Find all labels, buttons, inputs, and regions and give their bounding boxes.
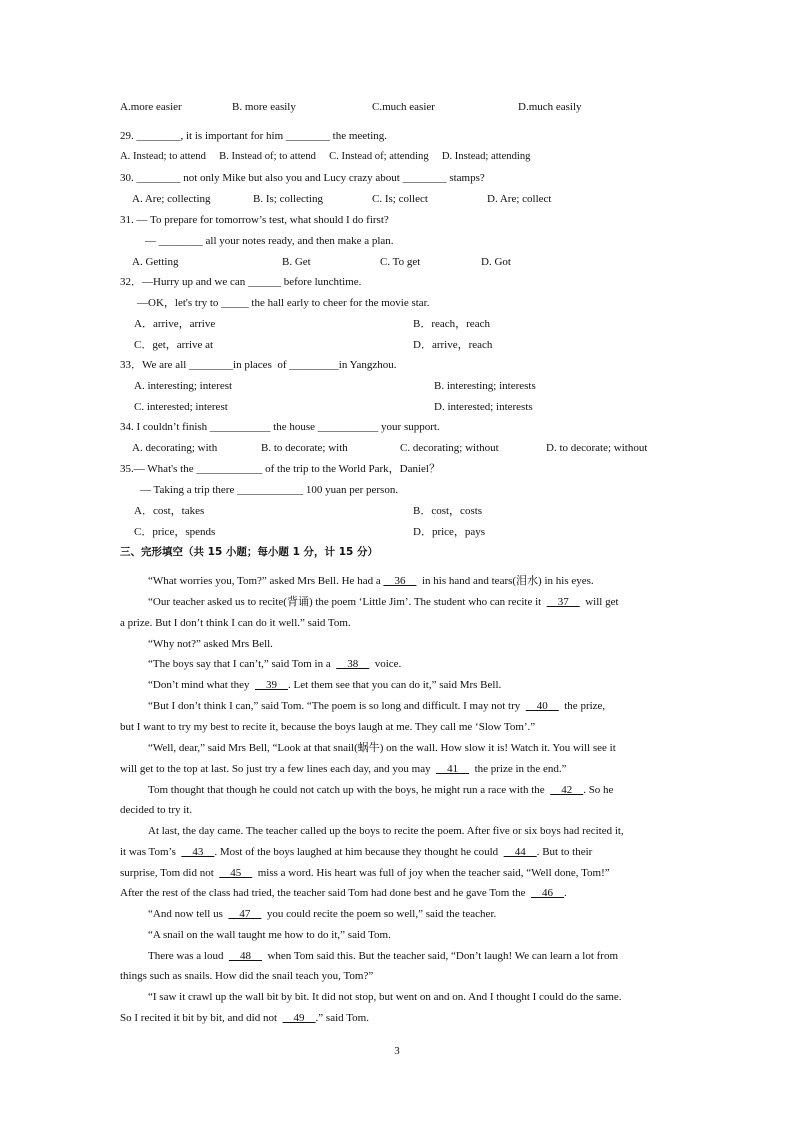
q35-stem: 35.— What's the ____________ of the trip to the World Park，Daniel？ <box>120 463 440 475</box>
q32-option-c: C．get，arrive at <box>134 339 214 351</box>
q31-option-a: A. Getting <box>132 256 179 268</box>
blank-46: 46 <box>531 887 565 899</box>
q31-stem: 31. — To prepare for tomorrow’s test, what should I do first? <box>120 214 389 226</box>
q34-stem: 34. I couldn’t finish ___________ the house ___________ your support. <box>120 421 440 433</box>
page-number: 3 <box>394 1045 400 1057</box>
blank-41: 41 <box>436 763 470 775</box>
q30-option-a: A. Are; collecting <box>132 193 211 205</box>
passage-line: but I want to try my best to recite it, because the boys laugh at me. They call me ‘Slow Tom’.” <box>120 721 536 733</box>
passage-line: a prize. But I don’t think I can do it well.” said Tom. <box>120 617 351 629</box>
q34-option-c: C. decorating; without <box>400 442 499 454</box>
passage-line: “Well, dear,” said Mrs Bell, “Look at that snail(蜗牛) on the wall. How slow it is! Watch it. You will see it <box>148 742 616 754</box>
q28-option-c: C.much easier <box>372 101 435 113</box>
blank-45: 45 <box>219 867 253 879</box>
passage-line: “A snail on the wall taught me how to do it,” said Tom. <box>148 929 391 941</box>
q30-stem: 30. ________ not only Mike but also you and Lucy crazy about ________ stamps? <box>120 172 485 184</box>
blank-47: 47 <box>228 908 262 920</box>
blank-49: 49 <box>282 1012 316 1024</box>
passage-line: will get to the top at last. So just try a few lines each day, and you may 41 the prize in the end.” <box>120 763 567 775</box>
blank-44: 44 <box>503 846 537 858</box>
passage-line: “The boys say that I can’t,” said Tom in a 38 voice. <box>148 658 402 670</box>
blank-38: 38 <box>336 658 370 670</box>
passage-line: things such as snails. How did the snail teach you, Tom?” <box>120 970 374 982</box>
passage-line: “Why not?” asked Mrs Bell. <box>148 638 273 650</box>
blank-40: 40 <box>525 700 559 712</box>
q29-options: A. Instead; to attend B. Instead of; to attend C. Instead of; attending D. Instead; attending <box>120 151 531 162</box>
q33-option-a: A. interesting; interest <box>134 380 233 392</box>
q28-option-a: A.more easier <box>120 101 182 113</box>
blank-43: 43 <box>181 846 215 858</box>
q29-stem: 29. ________, it is important for him ________ the meeting. <box>120 130 388 142</box>
q34-option-d: D. to decorate; without <box>546 442 648 454</box>
section-heading: 三、完形填空（共 15 小题；每小题 1 分，计 15 分） <box>120 546 378 558</box>
passage-line: “I saw it crawl up the wall bit by bit. It did not stop, but went on and on. And I thought I could do the same. <box>148 991 622 1003</box>
blank-39: 39 <box>255 679 289 691</box>
q32-option-b: B．reach，reach <box>413 318 490 330</box>
passage-line: decided to try it. <box>120 804 193 816</box>
q35-option-b: B．cost，costs <box>413 505 483 517</box>
q30-option-b: B. Is; collecting <box>253 193 323 205</box>
blank-37: 37 <box>546 596 580 608</box>
passage-line: it was Tom’s 43 . Most of the boys laughed at him because they thought he could 44 . But to their <box>120 846 593 858</box>
passage-line: At last, the day came. The teacher called up the boys to recite the poem. After five or six boys had recited it, <box>148 825 624 837</box>
passage-line: After the rest of the class had tried, the teacher said Tom had done best and he gave Tom the 46 . <box>120 887 567 899</box>
passage-line: “Our teacher asked us to recite(背诵) the poem ‘Little Jim’. The student who can recite it 37 will get <box>148 596 619 608</box>
q28-option-d: D.much easily <box>518 101 582 113</box>
q31-option-c: C. To get <box>380 256 421 268</box>
blank-36: 36 <box>383 575 417 587</box>
passage-line: surprise, Tom did not 45 miss a word. His heart was full of joy when the teacher said, “Well done, Tom!” <box>120 867 610 879</box>
passage-line: “And now tell us 47 you could recite the poem so well,” said the teacher. <box>148 908 497 920</box>
passage-line: “What worries you, Tom?” asked Mrs Bell. He had a 36 in his hand and tears(泪水) in his eyes. <box>148 575 594 587</box>
q35-reply: — Taking a trip there ____________ 100 yuan per person. <box>140 484 399 496</box>
blank-48: 48 <box>228 950 262 962</box>
passage-line: So I recited it bit by bit, and did not 49 .” said Tom. <box>120 1012 369 1024</box>
q34-option-b: B. to decorate; with <box>261 442 348 454</box>
passage-line: Tom thought that though he could not catch up with the boys, he might run a race with the 42 . So he <box>148 784 614 796</box>
passage-line: “Don’t mind what they 39 . Let them see that you can do it,” said Mrs Bell. <box>148 679 502 691</box>
q33-option-b: B. interesting; interests <box>434 380 536 392</box>
q31-reply: — ________ all your notes ready, and then make a plan. <box>145 235 394 247</box>
q32-reply: —OK，let's try to _____ the hall early to cheer for the movie star. <box>137 297 430 309</box>
q34-option-a: A. decorating; with <box>132 442 218 454</box>
q33-option-d: D. interested; interests <box>434 401 533 413</box>
q31-option-b: B. Get <box>282 256 311 268</box>
q35-option-c: C．price，spends <box>134 526 216 538</box>
q33-option-c: C. interested; interest <box>134 401 228 413</box>
q33-stem: 33．We are all ________in places of _________in Yangzhou. <box>120 359 397 371</box>
q35-option-a: A．cost，takes <box>134 505 205 517</box>
q32-option-a: A．arrive，arrive <box>134 318 216 330</box>
passage-line: “But I don’t think I can,” said Tom. “The poem is so long and difficult. I may not try 40 the prize, <box>148 700 606 712</box>
blank-42: 42 <box>550 784 584 796</box>
q32-option-d: D．arrive，reach <box>413 339 493 351</box>
q30-option-d: D. Are; collect <box>487 193 552 205</box>
q31-option-d: D. Got <box>481 256 511 268</box>
passage-line: There was a loud 48 when Tom said this. But the teacher said, “Don’t laugh! We can learn a lot from <box>148 950 619 962</box>
q35-option-d: D．price，pays <box>413 526 486 538</box>
q32-stem: 32．—Hurry up and we can ______ before lunchtime. <box>120 276 362 288</box>
q28-option-b: B. more easily <box>232 101 296 113</box>
q30-option-c: C. Is; collect <box>372 193 428 205</box>
